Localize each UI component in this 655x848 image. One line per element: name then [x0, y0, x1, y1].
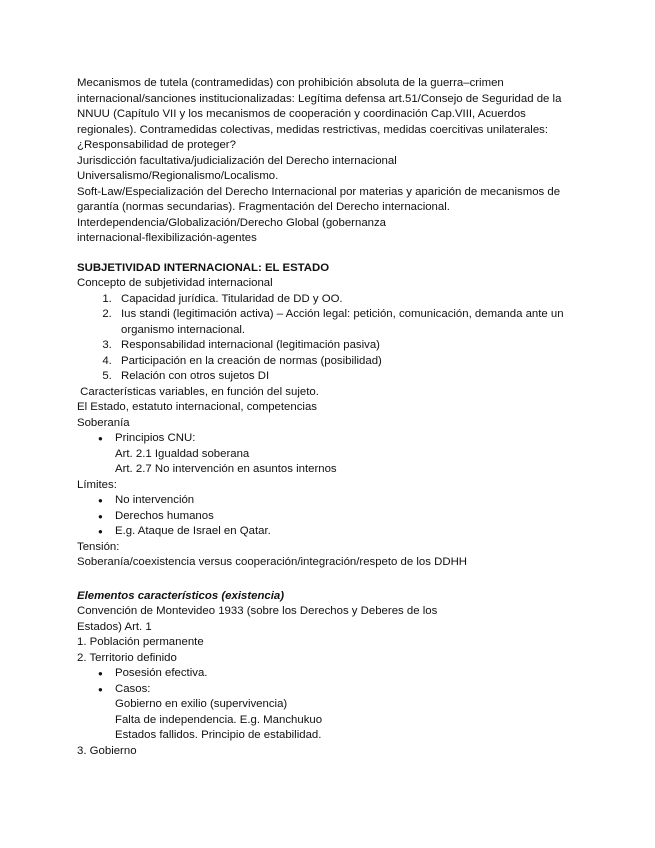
list-item: 3. Responsabilidad internacional (legitimación pasiva): [115, 338, 582, 354]
intro-line-universalismo: Universalismo/Regionalismo/Localismo.: [77, 170, 279, 182]
section-heading-subjetividad: SUBJETIVIDAD INTERNACIONAL: EL ESTADO: [77, 261, 330, 274]
variables-line: Características variables, en función del sujeto.: [77, 385, 319, 398]
caso-line: Falta de independencia. E.g. Manchukuo: [115, 713, 323, 726]
list-item: ● Principios CNU:: [115, 431, 582, 447]
intro-line-flexibilizacion: internacional-flexibilización-agentes: [77, 232, 257, 244]
item-gobierno: 3. Gobierno: [77, 744, 137, 757]
convencion-line-1: Convención de Montevideo 1933 (sobre los Derechos y Deberes de los: [77, 605, 438, 617]
art21-line: Art. 2.1 Igualdad soberana: [115, 447, 250, 460]
limites-label: Límites:: [77, 478, 117, 491]
intro-line-jurisdiccion: Jurisdicción facultativa/judicialización del Derecho internacional: [77, 154, 397, 167]
list-item: ● Casos:: [115, 682, 582, 698]
intro-paragraph-mecanismos: Mecanismos de tutela (contramedidas) con prohibición absoluta de la guerra–crimen internacional/sanciones institucionalizadas: Legítima defensa art.51/Consejo de Seguridad de la NNUU (Capítulo VII y los mecanismos de cooperación y coordinación Cap.VIII, Acuerdos regionales). Contramedidas colectivas, medidas restrictivas, medidas coercitivas unilaterales:¿Responsabilidad de proteger?: [77, 77, 562, 151]
list-item: ● Derechos humanos: [115, 509, 582, 525]
estado-line: El Estado, estatuto internacional, competencias: [77, 401, 317, 413]
limites-bullet-list: [77, 493, 582, 540]
subjectivity-numbered-list: [77, 292, 582, 385]
item-poblacion: 1. Población permanente: [77, 636, 204, 648]
list-item: 1. Capacidad jurídica. Titularidad de DD y OO.: [115, 292, 582, 308]
list-item: 4. Participación en la creación de normas (posibilidad): [115, 354, 582, 370]
caso-line: Estados fallidos. Principio de estabilidad.: [115, 729, 322, 741]
list-item: ● Posesión efectiva.: [115, 666, 582, 682]
soberania-label: Soberanía: [77, 416, 130, 429]
art27-line: Art. 2.7 No intervención en asuntos internos: [115, 463, 337, 475]
intro-paragraph-soft-law: Soft-Law/Especialización del Derecho Internacional por materias y aparición de mecanismos de garantía (normas secundarias). Fragmentación del Derecho internacional.: [77, 185, 561, 213]
item-territorio: 2. Territorio definido: [77, 651, 177, 664]
convencion-line-2: Estados) Art. 1: [77, 620, 152, 633]
section-heading-elementos: Elementos característicos (existencia): [77, 589, 285, 602]
list-item: ● E.g. Ataque de Israel en Qatar.: [115, 524, 582, 540]
tension-text: Soberanía/coexistencia versus cooperación/integración/respeto de los DDHH: [77, 556, 468, 568]
concept-line: Concepto de subjetividad internacional: [77, 277, 273, 289]
list-item: 5. Relación con otros sujetos DI: [115, 369, 582, 385]
document-page: [77, 76, 582, 759]
intro-line-interdependencia: Interdependencia/Globalización/Derecho Global (gobernanza: [77, 216, 387, 229]
caso-line: Gobierno en exilio (supervivencia): [115, 698, 288, 710]
territorio-bullet-list: [77, 666, 582, 697]
list-item: ● No intervención: [115, 493, 582, 509]
tension-label: Tensión:: [77, 540, 120, 553]
principios-bullet-list: [77, 431, 582, 447]
list-item: 2. Ius standi (legitimación activa) – Acción legal: petición, comunicación, demanda ante un organismo internacional.: [115, 307, 582, 338]
